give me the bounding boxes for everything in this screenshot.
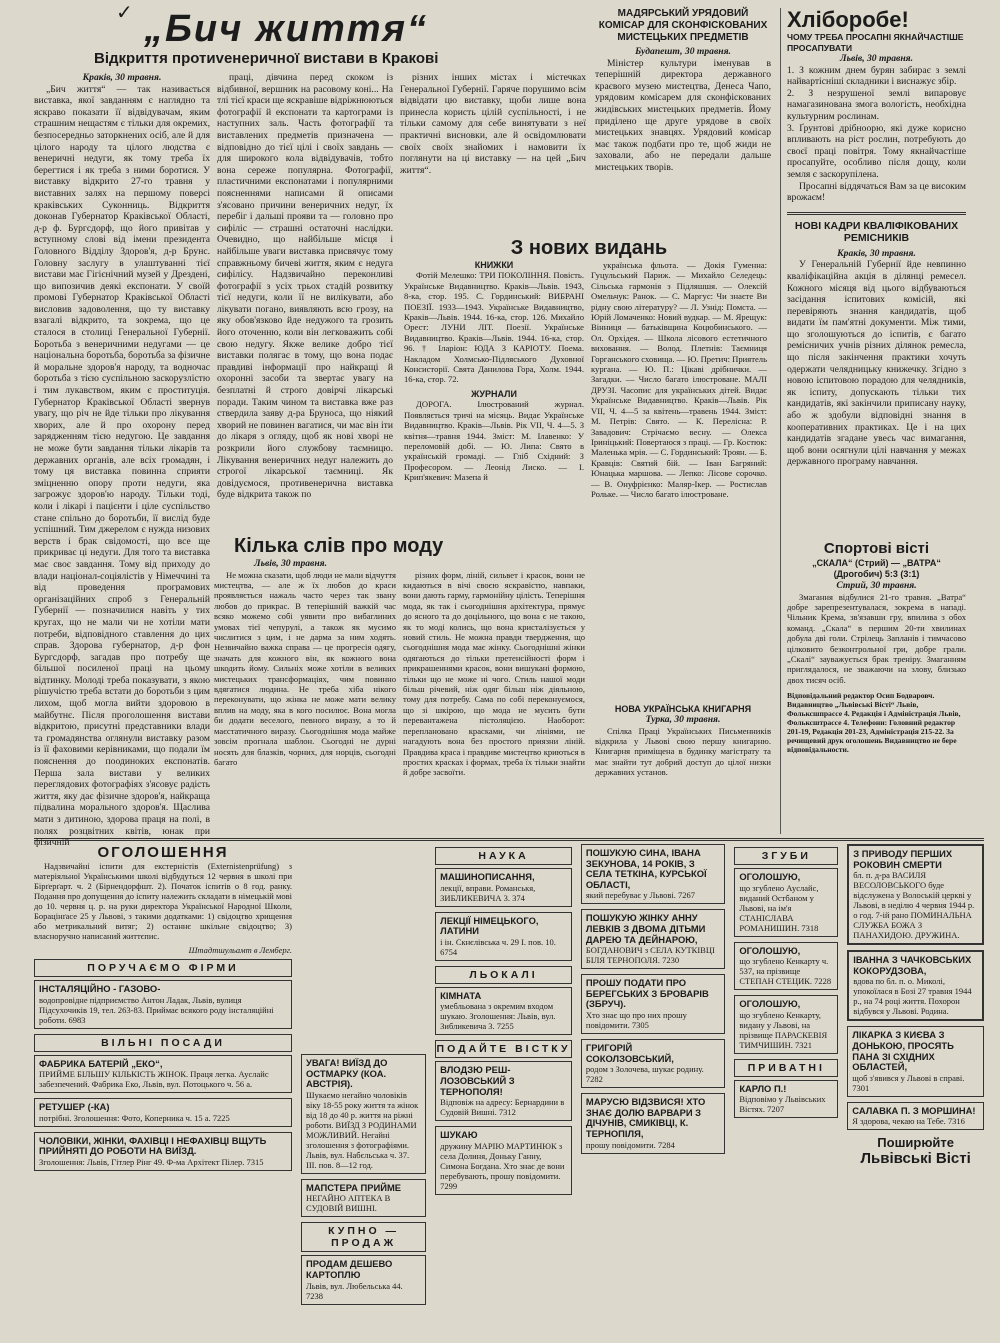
list-item: 1. З кожним днем бурян забирає з землі найвартісніші складники і виснажує збір.	[787, 64, 966, 88]
ad-heading: ПОШУКУЮ ЖІНКУ АННУ ЛЕВКІВ З ДВОМА ДІТЬМИ ДАРЕЮ ТА ДЕЙНАРОЮ,	[585, 912, 706, 945]
ad-box	[581, 1093, 725, 1153]
ad-heading: ОГОЛОШУЮ,	[739, 998, 801, 1010]
section-kupno: КУПНО — ПРОДАЖ	[301, 1222, 426, 1252]
ad-box	[581, 909, 725, 969]
subtitle-bych-zhyttia: Відкриття протиvенеричної вистави в Кракові	[94, 50, 439, 67]
ad-text: потрібні. Зголошення: Фото, Коперника ч. 15 а. 7225	[39, 1112, 230, 1123]
dateline: Львів, 30 травня.	[839, 53, 913, 64]
headline-khliborobe: Хліборобе!	[787, 7, 909, 32]
article-text: Змагання відбулися 21-го травня. „Ватра“ добре зарепрезентувалася, зокрема в нападі. Чільник Крема, зв'язавши гру, впилива з обох команд. „Скала“ в першим 20-ти хвилинах добула дві голи. Стрілець Запланів і тимчасово цілковито безконтрольної гри, добре грали. „Скалі“ зауважується брак треніру. Змаганням приглядалося, не зважаючи на злову, близько двох тисяч осіб.	[787, 591, 966, 685]
ad-box	[581, 1039, 725, 1088]
headline-madyar: МАДЯРСЬКИЙ УРЯДОВИЙ КОМІСАР ДЛЯ СКОНФІСКОВАНИХ МИСТЕЦЬКИХ ПРЕДМЕТІВ	[598, 8, 768, 43]
list-item: 3. Ґрунтові дрібноорю, які дуже корисно впливають на ріст рослин, потребують до своєї праці повітря. Тому якнайчастіше просапуйте, особливо після дощу, коли земля є заскорупілена.	[787, 122, 966, 180]
section-pryvatni: ПРИВАТНІ	[734, 1059, 838, 1077]
ad-text: Я здорова, чекаю на Тебе. 7316	[852, 1116, 965, 1127]
article-text: Просапні віддячаться Вам за це високим врожаєм!	[787, 180, 966, 204]
ad-text: що згублено Кенкарту, видану у Львові, на прізвище ПАРАСКЕВІЯ ТИМЧИШИН. 7321	[739, 1009, 828, 1050]
ad-text: Хто знає що про них прошу повідомити. 7305	[585, 1009, 687, 1030]
ad-text: водопровідне підприємство Антон Ладак, Львів, вулиця Підсухочиків 19, тел. 263-83. Приймає всякого роду інсталяційні роботи. 6983	[39, 994, 274, 1025]
ad-box	[34, 1055, 292, 1094]
ad-heading: ГРИГОРІЙ СОКОЛЗОВСЬКИЙ,	[585, 1041, 674, 1064]
headline-z-novykh-vydan: З нових видань	[510, 237, 668, 259]
ad-heading: З ПРИВОДУ ПЕРШИХ РОКОВИН СМЕРТИ	[853, 848, 953, 870]
ad-heading: ОГОЛОШУЮ,	[739, 871, 801, 882]
ad-box	[734, 868, 838, 937]
subtitle-khliborobe: ЧОМУ ТРЕБА ПРОСАПНІ ЯКНАЙЧАСТІШЕ ПРОСАПУВАТИ	[787, 32, 964, 53]
section-vilni: ВІЛЬНІ ПОСАДИ	[34, 1034, 292, 1052]
article-text: У Генеральній Губернії йде невпинно кваліфікаційна акція в ділянці ремесел. Кожного місяця від цього відбуваються засідання іспитових комісій, які перевіряють знання кандидатів, щоб видати їм пам'ятні документи. Між тими, що зголошуються до іспитів, є багато ремісничих учнів різних ділянок ремесла, що після закінчення практики хочуть одержати челядницьку книжечку. Згідно з новою іспитовою порадою для челядників, як іспиту, допускають тільки тих кандидатів, які закінчили приписану науку, або ж здобули відповідні знання в кооперативних практиках. Це і на цих кандидатів згадане увесь час вимагання, щоб вони осягнули цілі навчання у межах державного програму навчання.	[787, 259, 966, 468]
article-text: „Бич життя“ — так називається виставка, якої завданням є наглядно та яскраво показати її відвідувачам, яким страшним нещастям є тільки для окремих, безпосередньо заторкнених осіб, але й для цілого народу та цілого людства є венеричні недуги, як тому треба їх берегтися і як треба з ними боротися. У виставку відкрито 27-го травня у виставних залях на першому поверсі краківських Суконниць. Відкриття доконав Губернатор Краківської Області, д-р ф. Бургсдорф, що його привітав у вступному слові від імени президента Головного Відділу Здоров'я, д-р Брунс. Головну заслугу в улаштуванні тієї вистави має Гігієнічний музей у Дрездені, що випозичив деякі експонати. У своїй промові Губернатор Краківської Області висловив задоволення, що ту виставку взагалі відкрито, та зокрема, що це сталося в столиці Генеральної Губернії. Боротьба з венеричними недугами — це національна боротьба, боротьба за фізичне й моральне здоров'я народу, та водночас боротьба з тією суспільною заскорузлістю і тим лукавством, яким є проституція. Губернатор Краківської Області звернув увагу, що річ не йде тільки про лікування хворих, але й про охорону перед зарядженням тією недугою. Це завдання не може бути завдання тільки лікарів та державних органів, але всіх громадян, і тому ця виставка повинна сприяти зміцненню опору проти недуги, яка загрожує здоров'ю народу. Тільки тоді, коли і лікарі і пацієнти і ціле суспільство стане спільно до боротьби, її вислід буде успішний. Тим джерелом є нужда низових верств і брак свідомості, що все ще прикриває ці недуги. Для того та виставка має своє завдання. Тому від приходу до влади націонал-соціялістів у Німеччині та від проведення програмових організаційних спроб з Генеральній Губернії — позначилися навіть у тих кругах, що не мали чи не хотіли мати потреби, відповідного ставлення до цих справ. Здорова губернатор, д-р фон Бургсдорф, загадав про потребу ще більшої посиленої праці на цьому відтинку. Молоді треба показувати, з якою рішучістю треба встати до боротьби з цим лихом, щоб могла вийти здоровою в майбутнє. Після проголошення вистави відкритою, присутні представники влади та громадянства оглянули виставку разом із її фаховими керівниками, що подали їм пояснення до поодиноких експонатів. Перша зала вистави у великих переглядових фотографіях з'ясовує радість життя, яку дає фізичне здоров'я, найкраща підвалина морального здоров'я. Щаслива мати з дитиною, здорова праця на полі, в полях розцвітних квітів, юнак при фізичній	[34, 83, 210, 849]
classifieds	[34, 844, 984, 1301]
section-zguby: ЗГУБИ	[734, 847, 838, 865]
dateline: Краків, 30 травня.	[82, 72, 162, 83]
ad-heading: МАРУСЮ ВІДЗВИСЯ! ХТО ЗНАЄ ДОЛЮ ВАРВАРИ З ДІЧУНІВ, СМИКІВЦІ, К. ТЕРНОПІЛЯ,	[585, 1096, 706, 1139]
article-text: Спілка Праці Українських Письменників відкрила у Львові свою першу книгарню. Книгарня приміщена в будинку магістрату та має знайти тут добрий доступ до цілої низки державних установ.	[595, 725, 771, 778]
ad-box	[734, 995, 838, 1054]
ad-text: Шукаємо негайно чоловіків віку 18-55 року життя та жінок від 18 до 40 р. життя на ріжні роботи. ВИЇЗД З РОДИНАМИ МОЖЛИВИЙ. Негайні зголошення з фотографіями. Львів, вул. Набєльська ч. 37. ІІІ. пов. 8—12 год.	[306, 1089, 419, 1170]
ad-text: лекції, вправи. Романськя, ЗИБЛИКЕВИЧА 3. 374	[440, 882, 536, 903]
ad-heading: ЧОЛОВІКИ, ЖІНКИ, ФАХІВЦІ І НЕФАХІВЦІ ВЩУТЬ ПРИЙНЯТІ ДО РОБОТИ НА ВИЇЗД.	[39, 1134, 267, 1157]
ads-title: ОГОЛОШЕННЯ	[97, 844, 229, 861]
ad-heading: МАШИНОПИСАННЯ,	[440, 871, 535, 882]
ad-heading: ЛЕКЦІЇ НІМЕЦЬКОГО, ЛАТИНИ	[440, 914, 539, 937]
article-text: ДОРОГА. Ілюстрований журнал. Появляється тричі на місяць. Видає Українське Видавництво. Краків—Львів. Рік VII, Ч. 4—5. З квітня—травня 1944. Зміст: М. Ілавенко: У переломовій добі. — Ю. Липа: Свято в українській громаді. — Гліб Східний: З Професором. — Леонід Лиско. — І. Крип'якевич: Мазепа й	[404, 399, 584, 483]
article-knyharnia	[595, 534, 771, 834]
ad-signature: Штадтшульамт в Лемберг.	[188, 945, 293, 955]
headline-bych-zhyttia: „Бич життя“	[144, 8, 428, 50]
article-text: різних інших містах і містечках Генеральної Губернії. Гаряче порушимо всім відвідати цю виставку, щоби лише вона принесла користь цілій суспільності, і не тільки самому для себе винятувати з неї практичні висновки, але й освідомлювати своїх своїх знайомих і намовити їх поглянути на ці виставку — на цей „Бич життя“.	[400, 72, 586, 176]
checkmark-icon: ✓	[116, 0, 133, 24]
ad-heading: ВЛОДЗЮ РЕШ-ЛОЗОВСЬКИЙ З ТЕРНОПОЛЯ!	[440, 1064, 515, 1097]
ad-text: ПРИЙМЕ БІЛЬШУ КІЛЬКІСТЬ ЖІНОК. Праця легка. Ауслайс забезпечений. Фабрика Еко, Львів, вул. Потоцького ч. 56 а.	[39, 1069, 269, 1090]
ad-heading: ІНСТАЛЯЦІЙНО - ГАЗОВО-	[39, 983, 161, 994]
ad-heading: САЛАВКА П. З МОРШИНА!	[852, 1104, 976, 1116]
article-moda	[34, 534, 586, 834]
ad-text: і ін. Скнєлівська ч. 29 І. пов. 10. 6754	[440, 936, 556, 957]
ad-text: Відповіж на адресу: Бернардини в Судовій Вишні. 7312	[440, 1097, 565, 1118]
ad-box	[435, 868, 572, 907]
promo-lvivski-visti: Львівські Вісті	[860, 1150, 971, 1168]
ad-text: вдова по бл. п. о. Миколі, упокоїлася в Бозі 27 травня 1944 р., на 74 році життя. Похорон відбувся у Львові. Родина.	[853, 976, 972, 1017]
ad-text: НЕГАЙНО АПТЕКА В СУДОВІЙ ВИШНІ.	[306, 1193, 391, 1214]
ads-column-2	[301, 1054, 426, 1301]
ad-text: Зголошення: Львів, Гітлер Рінг 49. Ф-ма Архітект Пілер. 7315	[39, 1156, 264, 1167]
headline-moda: Кілька слів про моду	[234, 535, 444, 557]
dateline: Будапешт, 30 травня.	[635, 46, 731, 57]
ad-heading: ШУКАЮ	[440, 1129, 478, 1141]
ad-box	[435, 1061, 572, 1121]
dateline: Турка, 30 травня.	[645, 714, 721, 725]
ad-heading: РЕТУШЕР (-КА)	[39, 1101, 110, 1113]
ad-box	[734, 1080, 838, 1119]
headline-sport: Спортові вісті	[823, 540, 930, 557]
section-poruchaemo: ПОРУЧАЄМО ФІРМИ	[34, 959, 292, 977]
dateline: Краків, 30 травня.	[837, 247, 916, 259]
ad-box	[301, 1255, 426, 1304]
ad-heading: ПРОШУ ПОДАТИ ПРО БЕРЕГСЬКИХ З БРОВАРІВ (ЗБРУЧ).	[585, 977, 709, 1010]
ad-text: що згублено Кенкарту ч. 537, на прізвище СТЕПАН СТЕЦИК. 7228	[739, 956, 832, 987]
ad-heading: УВАГА! ВИЇЗД ДО ОСТМАРКУ (КОА. АВСТРІЯ).	[306, 1057, 388, 1090]
ad-box	[734, 942, 838, 991]
section-lokali: ЛЬОКАЛІ	[435, 966, 572, 984]
section-knyzhky: КНИЖКИ	[474, 260, 514, 270]
ad-text: щоб з'явився у Львові в справі. 7301	[852, 1072, 965, 1093]
ad-heading: МАПСТЕРА ПРИЙМЕ	[306, 1181, 402, 1193]
ad-heading: ПРОДАМ ДЕШЕВО КАРТОПЛЮ	[306, 1258, 393, 1280]
article-text: Не можна сказати, щоб люди не мали відчуття мистецтва, — але ж їх любов до краси проявляється нажаль часто через так звану любов до прикрас. В теперішній важкій час всяко можемо собі уявити про вибаглиних умовах тієї чепурулі, а також як мусимо числитися з цим, і не дарма за ним ходять. Незвичайно важка справа — це прогресія одягу, значать для кожного він, як кожного вона шкодить йому. Сильніх може хотіли в великих мистецьких трансформаціях, чим повинно вдягатися людина. Не треба хіба нікого переконувати, що жінка не може мати велику вплив на моду, яка в кого посилює. Вона могла би додати веселого, певного виразу, а то й маєстатичного виразу. Сьогоднішня мода майже зовсім прогнала шаблон. Сьогодні не дурні носять для блазків, чорних, для норців, сьогодні багато	[214, 569, 396, 767]
article-khliborobe	[780, 8, 966, 536]
imprint: Відповідальний редактор Осип Бодваровч. Видавництво „Львівські Вісті“ Львів, Фольксшпрассе 4. Редакція і Адміністрація Львів, Фольксштрассе 4. Телефони: Головний редактор 201-19, Редакція 201-23, Адміністрація 215-22. За речищевий друк оголошень Видавництво не бере відповідальности.	[787, 691, 961, 755]
ad-box	[581, 974, 725, 1034]
match-result: „СКАЛА“ (Стрий) — „ВАТРА“ (Дрогобич) 5:3 (3:1)	[812, 558, 941, 579]
section-nauka: НАУКА	[435, 847, 572, 865]
ad-box-obituary	[847, 950, 984, 1021]
ad-box	[581, 844, 725, 904]
ad-heading: ІВАННА З ЧАЧКОВСЬКИХ КОКОРУДЗОВА,	[853, 954, 972, 976]
ad-box-obituary	[847, 844, 984, 945]
ads-column-4	[581, 844, 725, 1284]
ad-box	[34, 980, 292, 1029]
ad-text: прошу повідомити. 7284	[585, 1139, 675, 1150]
ad-heading: ОГОЛОШУЮ,	[739, 944, 801, 956]
dateline: Львів, 30 травня.	[254, 558, 328, 569]
article-text: українська фльота. — Докія Гуменна: Гуцульський Париж. — Михайло Селедець: Сільська гармонія з Підляшшя. — Олексій Омельчук: Ранок. — С. Маргус: Чи знаєте Ви рідну свою літературу? — Л. Узнід: Помста. — Юрій Ломаченко: Новий вудкар. — М. Ярещук: Вінниця — батьківщина Коцюбинського. — Ол. Орхідея. — Школа лісового естетичного виховання. — Волод. Плетнів: Таємниця Горганського сховища. — Ю. Претич: Приятель кургана. — Ю. П.: Цікаві дрібнички. — Загадки. — Число багато ілюстроване. МАЛІ ДРУЗІ. Часопис для українських дітей. Видає Українське Видавництво. Краків—Львів. Рік VII, Ч. 4—5 за квітень—травень 1944. Зміст: М. Петрів: Свято. — К. Перелісна: Р. Завадович: Стрічаємо весну. — Олекса Іриніцький: Повертаюся з праці. — Гр. Костюк: Маленька мрія. — С. Гординський: Троян. — Б. Кравців: Святий бій. — Іван Багряний: Юнацька маршова. — Лепко: Лісове сорочко. — В. Онуфрієнко: Маляр-Ікер. — Ростислав Рольке. — Число багато ілюстроване.	[591, 260, 767, 499]
ad-heading: ЛІКАРКА З КИЄВА З ДОНЬКОЮ, ПРОСЯТЬ ПАНА ЗІ СХІДНИХ ОБЛАСТЕЙ,	[852, 1029, 954, 1073]
article-text: Фотій Мелешко: ТРИ ПОКОЛІННЯ. Повість. Українське Видавництво. Краків—Львів. 1943, 8-ка, стор. 195. С. Гординський: ВИБРАНІ ПОЕЗІЇ. 1933—1943. Українське Видавництво, Краків—Львів. 1944. 16-ка, стор. 126. Михайло Орест: ЛУНИ ЛІТ. Поезії. Українське Видавництво. Краків—Львів. 1944. 16-ка, стор. 96. † Іларіон: ЮДА З КАРІОТУ. Поема. Накладом Холмсько-Підляського Духовної Консисторії. Свята Данилова Гора, Холм. 1944. 16-ка, стор. 72.	[404, 270, 584, 385]
ads-column-3	[435, 844, 572, 1284]
ad-box	[34, 1132, 292, 1171]
section-zhurnaly: ЖУРНАЛИ	[471, 388, 517, 399]
ad-box	[34, 1098, 292, 1127]
dateline: Стрий, 30 травня.	[836, 580, 917, 591]
ads-column-6	[847, 844, 984, 1284]
ad-text: Львів, вул. Любельська 44. 7238	[306, 1280, 403, 1301]
article-z-novykh-vydan	[404, 236, 774, 554]
ad-box	[301, 1054, 426, 1174]
ad-text: умебльована з окремим входом шукаю. Зголошення: Львів, вул. Зибликевича 3. 7255	[440, 1001, 556, 1032]
ad-heading: КАРЛО П.!	[739, 1082, 787, 1094]
ad-text: дружину МАРІЮ МАРТИНЮК з села Долиня, Доньку Ганну, Симона Богдана. Хто знає де вони перебувають, прошу повідомити. 7299	[440, 1140, 565, 1191]
ad-text: БОГДАНОВИЧ з СЕЛА КУТКІВЦІ БІЛЯ ТЕРНОПОЛЯ. 7230	[585, 945, 715, 966]
headline-kadry: НОВІ КАДРИ КВАЛІФІКОВАНИХ РЕМІСНИКІВ	[794, 219, 959, 245]
ad-heading: ФАБРИКА БАТЕРІЙ „ЕКО“,	[39, 1057, 163, 1069]
ad-box	[435, 1126, 572, 1195]
article-text: праці, дівчина перед скоком із відбивної, вершник на расовому коні... На тлі тієї краси ще яскравіше відріжнюються фотографії й експонати та картограми із наступних заль. Часть фотографії та виставлених предметів призначена — відповідно до тієї цілі і своїх завдань — для широкого кола відвідувачів, тобто вона сереже популярна. Фотографії, пластичними експонатами і популярними поясненнями написами й описами з'ясовано причини венеричних недуг, їх перебіг і дальші прояви та — головно про сифіліс — страшні остаточні наслідки. Очевидно, що найбільше місця і найбільше уваги виставка присвячує тому справжньому бичеві життя, яким є недуга сифілісу. Надзвичайно переконливі фотографії з усіх трьох стадій розвитку тієї недуги, коли її не вилікувати, або лікувати погано, виявляють всю грозу, на яку обов'язково йде недужого та грозить його оточенню, коли він легковажить собі свою недугу. Якже велике добро тієї виставки полягає в тому, що вона подає правдиві інформації про найкращі й охоронні засоби та звертає увагу на безплатні й строго довірчі лікарські поради. Таким чином та виставка вже раз ствердила заяву д-ра Бруноса, що ніякий хворий не повинен вагатися, чи має він іти до лікаря з огляду, щоб як нові хворі не розкрили його службову таємницю. Лікування венеричних недуг належить до строгої лікарської таємниці. Як довідуємося, противенерична виставка буде відкрита також по	[217, 72, 393, 501]
ad-text: Відповімо у Львівських Вістях. 7207	[739, 1094, 826, 1115]
article-sport	[780, 534, 966, 834]
ad-heading: ПОШУКУЮ СИНА, ІВАНА ЗЕКУНОВА, 14 РОКІВ, З СЕЛА ТЕТКІНА, КУРСЬКОЇ ОБЛАСТІ,	[585, 847, 707, 890]
article-text: різних форм, ліній, сильвет і красок, вони не кидаються в вічі своєю яскравістю, навпаки, вони дають гарму, гармонійну цілість. Теперішня мода, як так і сьогоднішня архітектура, прямує до ясного та до доцільного, що вона є не такою, як то моді колись, що вона кристалізується у новий стиль. Не можна правди твердження, що сьогоднішня мода має жінку. Сьогоднішні жінки одягаються до тільки претенсійності форм і прикрашеннями красок, вони вишукані формою, тільки що не може ні чого. Стиль нашої моди більш річевий, ніж одяг більш ніж діяльною, тому для потребу. Сама по собі переконуємося, що зі шкірою, що мода не мусить бути перевантажена пістоляцією. Наоборот: переплановано красками, чи лініями, не нагадують вона без простого приязни ліній. Правдива краса і правдиве мистецтво криються в простих красках і формах, треба їх тільки знайти й добре засвоїти.	[403, 569, 585, 778]
headline-knyharnia: НОВА УКРАЇНСЬКА КНИГАРНЯ	[614, 704, 752, 714]
ad-box	[435, 987, 572, 1036]
section-vistku: ПОДАЙТЕ ВІСТКУ	[435, 1040, 572, 1058]
ad-heading: КІМНАТА	[440, 989, 482, 1001]
ad-box	[301, 1179, 426, 1218]
ad-text: бл. п. д-ра ВАСИЛЯ ВЕСОЛОВСЬКОГО буде відслужена у Волоській церкві у Львові, в неділю 4 червня 1944 р. о год. 7-ій рано ПОМИНАЛЬНА СЛУЖБА БОЖА З ПАНАХИДОЮ. ДРУЖИНА.	[853, 870, 975, 941]
ad-text: що згублено Ауслайс, виданий Остбаном у Львові, на ім'я СТАНІСЛАВА РОМАНИШИН. 7318	[739, 882, 819, 933]
ad-box	[847, 1102, 984, 1131]
article-text: Міністер культури іменував в теперішній директора державного краєвого музею мистецтва, Денеса Чапо, урядовим комісарем для сконфіскованих жидівських мистецьких предметів. Йому приділено ще друге урядове в своїх мистецьких знавцях. Урядовий комісар має також подбати про те, щоб жиди не заховали, або не передали дальше мистецьких творів.	[595, 57, 771, 173]
ad-box	[435, 912, 572, 961]
ads-column-1	[34, 844, 292, 1284]
ads-column-5	[734, 844, 838, 1284]
ad-text: який перебуває у Львові. 7267	[585, 890, 696, 901]
ad-box	[847, 1026, 984, 1096]
ad-text: родом з Золочева, шукає родину. 7282	[585, 1064, 704, 1085]
ad-text: Надзвичайні іспити для екстерністів (Externistenprüfung) з матеріяльної Українськими школі відбудуться 12 червня в школі при Бірґерґарт. ч. 2 (Бірнендорфшт. 2). Початок іспитів о 8 год. ранку. Подання про допущення до іспиту належить складати в німецькій мові до 10. червня ц. р. на руки директора Української Народної Школи, Борацінґасе 25 у Львові, з такими додатками: 1) свідоцтво хрищення або метрикальний витяг; 2) останнє шкільне свідоцтво; 3) власноручно написаний життєпис.	[34, 861, 293, 941]
promo-poshyriuite: Поширюйте	[877, 1135, 955, 1151]
list-item: 2. З незрушеної землі випаровує намагазинована змога вологість, необхідна культурним рослинам.	[787, 87, 966, 122]
